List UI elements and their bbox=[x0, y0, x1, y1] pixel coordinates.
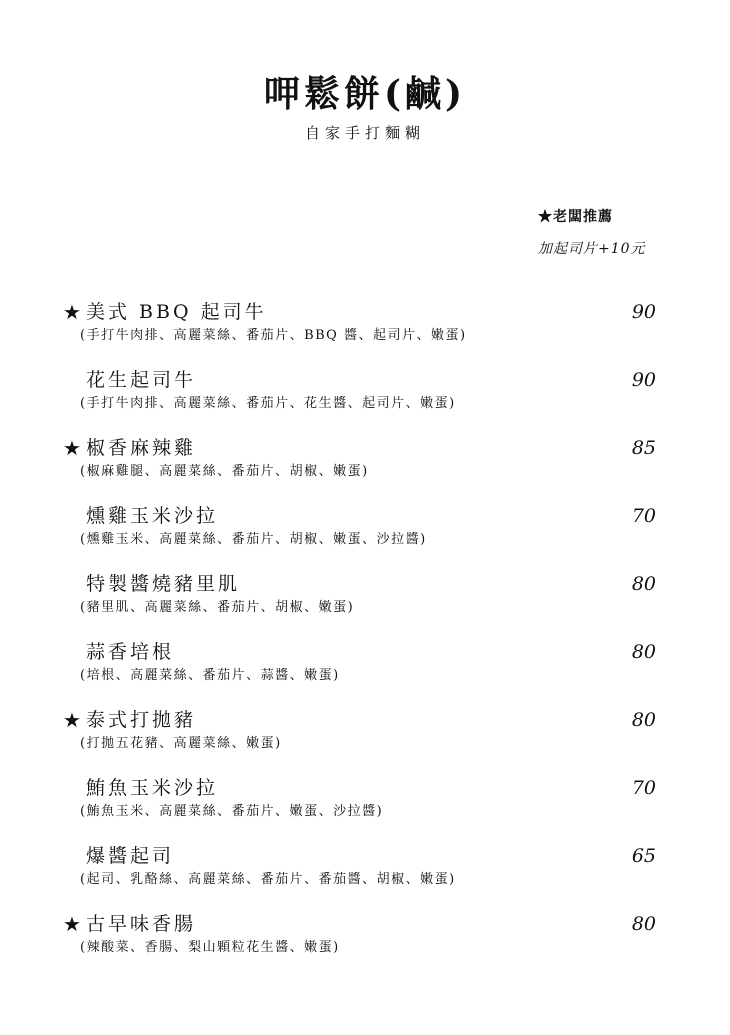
menu-item-price: 85 bbox=[631, 437, 656, 459]
menu-item-description: (培根、高麗菜絲、番茄片、蒜醬、嫩蛋) bbox=[80, 668, 340, 683]
menu-item-name: 古早味香腸 bbox=[86, 913, 197, 935]
menu-item-name: 爆醬起司 bbox=[86, 845, 175, 867]
menu-item-name: 泰式打拋豬 bbox=[86, 709, 197, 731]
menu-item-description: (鮪魚玉米、高麗菜絲、番茄片、嫩蛋、沙拉醬) bbox=[80, 804, 384, 819]
menu-item-price: 80 bbox=[631, 641, 656, 663]
menu-item-description: (燻雞玉米、高麗菜絲、番茄片、胡椒、嫩蛋、沙拉醬) bbox=[80, 532, 427, 547]
menu-item-name: 特製醬燒豬里肌 bbox=[86, 573, 241, 595]
menu-item-description: (手打牛肉排、高麗菜絲、番茄片、BBQ 醬、起司片、嫩蛋) bbox=[80, 328, 467, 343]
menu-item-price: 80 bbox=[631, 913, 656, 935]
menu-item bbox=[0, 300, 730, 368]
menu-item-name: 鮪魚玉米沙拉 bbox=[86, 777, 219, 799]
menu-item bbox=[0, 844, 730, 912]
menu-item-name: 蒜香培根 bbox=[86, 641, 175, 663]
menu-item-price: 90 bbox=[631, 301, 656, 323]
menu-item-name: 燻雞玉米沙拉 bbox=[86, 505, 219, 527]
menu-item bbox=[0, 368, 730, 436]
star-icon: ★ bbox=[63, 708, 81, 732]
menu-item bbox=[0, 436, 730, 504]
menu-item-description: (豬里肌、高麗菜絲、番茄片、胡椒、嫩蛋) bbox=[80, 600, 355, 615]
menu-item bbox=[0, 708, 730, 776]
menu-item-price: 70 bbox=[631, 505, 656, 527]
menu-item-description: (打拋五花豬、高麗菜絲、嫩蛋) bbox=[80, 736, 282, 751]
addon-note: 加起司片+10元 bbox=[538, 241, 646, 257]
star-icon: ★ bbox=[63, 436, 81, 460]
menu-item bbox=[0, 504, 730, 572]
page-subtitle: 自家手打麵糊 bbox=[304, 124, 425, 142]
menu-item-description: (椒麻雞腿、高麗菜絲、番茄片、胡椒、嫩蛋) bbox=[80, 464, 369, 479]
menu-item bbox=[0, 776, 730, 844]
menu-item bbox=[0, 572, 730, 640]
menu-item-description: (起司、乳酪絲、高麗菜絲、番茄片、番茄醬、胡椒、嫩蛋) bbox=[80, 872, 456, 887]
star-icon: ★ bbox=[63, 300, 81, 324]
menu-item-price: 65 bbox=[631, 845, 656, 867]
menu-item-price: 80 bbox=[631, 709, 656, 731]
page-title: 呷鬆餅(鹹) bbox=[263, 73, 467, 115]
menu-item-name: 花生起司牛 bbox=[86, 369, 197, 391]
menu-item-name: 美式 BBQ 起司牛 bbox=[86, 301, 267, 323]
star-icon: ★ bbox=[63, 912, 81, 936]
recommend-note: ★老闆推薦 bbox=[538, 209, 613, 225]
menu-item-name: 椒香麻辣雞 bbox=[86, 437, 197, 459]
menu-item bbox=[0, 640, 730, 708]
menu-item-description: (手打牛肉排、高麗菜絲、番茄片、花生醬、起司片、嫩蛋) bbox=[80, 396, 456, 411]
menu-item bbox=[0, 912, 730, 980]
menu-item-price: 70 bbox=[631, 777, 656, 799]
menu-item-price: 80 bbox=[631, 573, 656, 595]
menu-item-description: (辣酸菜、香腸、梨山顆粒花生醬、嫩蛋) bbox=[80, 940, 340, 955]
menu-item-price: 90 bbox=[631, 369, 656, 391]
